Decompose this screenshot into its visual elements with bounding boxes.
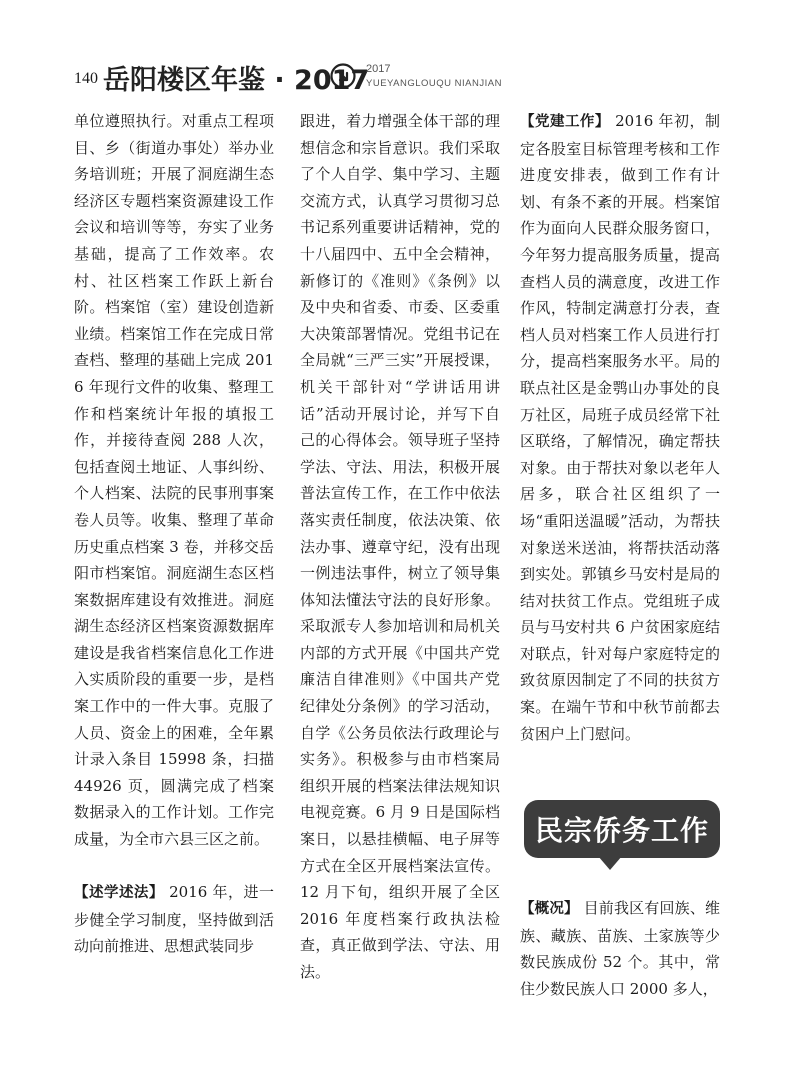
section-heading-bubble: 民宗侨务工作 [524, 800, 720, 858]
paragraph-study-law [74, 879, 274, 960]
paragraph-overview [520, 895, 720, 1002]
header-year: 2017 [366, 63, 391, 75]
page-number: 140 [74, 70, 98, 87]
paragraph-text: 2016 年，进一步健全学习制度，坚持做到活动向前推进、思想武装同步 [74, 883, 275, 956]
circle-arrow-icon [330, 63, 356, 89]
running-header-title: 岳阳楼区年鉴 · 2017 [103, 65, 370, 96]
section-tag: 【党建工作】 [520, 114, 610, 130]
paragraph-party-building [520, 108, 720, 747]
text-column-3 [520, 108, 720, 747]
paragraph: 单位遵照执行。对重点工程项目、乡（街道办事处）举办业务培训班；开展了洞庭湖生态经济区专题档案资源建设工作会议和培训等等，夯实了业务基础，提高了工作效率。农村、社区档案工作跃上新台阶。档案馆（室）建设创造新业绩。档案馆工作在完成日常查档、整理的基础上完成 2016 年现行文件的收集、整理工作和档案统计年报的填报工作，并接待查阅 288 人次，包括查阅土地证、人事纠纷、个人档案、法院的民事刑事案卷人员等。收集、整理了革命历史重点档案 3 卷，并移交岳阳市档案馆。洞庭湖生态区档案数据库建设有效推进。洞庭湖生态经济区档案资源数据库建设是我省档案信息化工作进入实质阶段的重要一步，是档案工作中的一件大事。克服了人员、资金上的困难，全年累计录入条目 15998 条，扫描 44926 页，圆满完成了档案数据录入的工作计划。工作完成量，为全市六县三区之前。 [74, 112, 274, 849]
paragraph: 跟进，着力增强全体干部的理想信念和宗旨意识。我们采取了个人自学、集中学习、主题交流方式，认真学习贯彻习总书记系列重要讲话精神，党的十八届四中、五中全会精神，新修订的《准则》《条例》以及中央和省委、市委、区委重大决策部署情况。党组书记在全局就“三严三实”开展授课，机关干部针对“学讲话用讲话”活动开展讨论，并写下自己的心得体会。领导班子坚持学法、守法、用法，积极开展普法宣传工作，在工作中依法落实责任制度，依法决策、依法办事、遵章守纪，没有出现一例违法事件，树立了领导集体知法懂法守法的良好形象。采取派专人参加培训和局机关内部的方式开展《中国共产党廉洁自律准则》《中国共产党纪律处分条例》的学习活动，自学《公务员依法行政理论与实务》。积极参与由市档案局组织开展的档案法律法规知识电视竞赛。6 月 9 日是国际档案日，以悬挂横幅、电子屏等方式在全区开展档案法宣传。12 月下旬，组织开展了全区 2016 年度档案行政执法检查，真正做到学法、守法、用法。 [300, 112, 500, 981]
section-tag: 【述学述法】 [74, 885, 164, 902]
paragraph-text: 2016 年初，制定各股室目标管理考核和工作进度安排表，做到工作有计划、有条不紊的开展。档案馆作为面向人民群众服务窗口，今年努力提高服务质量，提高查档人员的满意度，改进工作作风，特制定满意打分表，查档人员对档案工作人员进行打分，提高档案服务水平。局的联点社区是金鹗山办事处的良万社区，局班子成员经常下社区联络，了解情况，确定帮扶对象。由于帮扶对象以老年人居多，联合社区组织了一场“重阳送温暖”活动，为帮扶对象送米送油，将帮扶活动落到实处。郭镇乡马安村是局的结对扶贫工作点。党组班子成员与马安村共 6 户贫困家庭结对联点，针对每户家庭特定的致贫原因制定了不同的扶贫方案。在端午节和中秋节前都去贫困户上门慰问。 [520, 112, 721, 743]
text-column-3-lower [520, 895, 720, 1002]
text-column-1 [74, 108, 274, 960]
bubble-tail [598, 856, 622, 870]
section-tag: 【概况】 [520, 901, 579, 917]
text-column-2 [300, 108, 500, 986]
paragraph-text: 目前我区有回族、维族、藏族、苗族、土家族等少数民族成份 52 个。其中，常住少数民族人口 2000 多人， [520, 899, 720, 998]
header-subtitle: YUEYANGLOUQU NIANJIAN [366, 78, 502, 89]
